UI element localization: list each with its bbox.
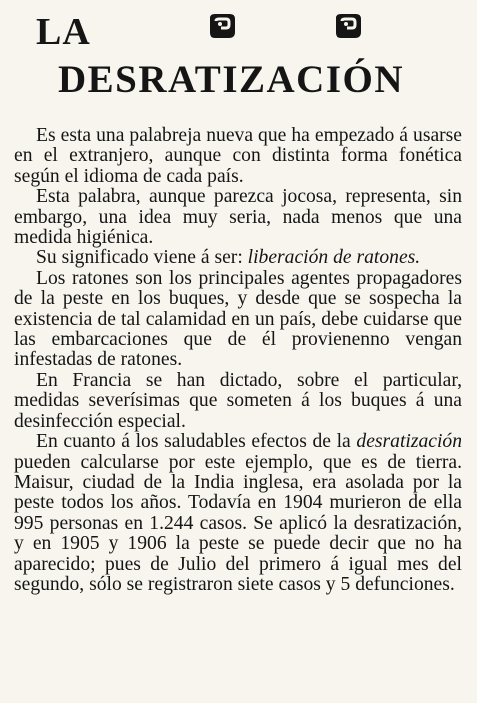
title-la: LA [36, 11, 91, 53]
paragraph: En Francia se han dictado, sobre el particular, medidas severísimas que someten á los buques á una desinfección especial. [14, 369, 462, 432]
article-body [14, 126, 462, 595]
italic-phrase: liberación de ratones. [247, 247, 421, 269]
scroll-ornament-icon [332, 12, 364, 40]
paragraph-text: pueden calcularse por este ejemplo, que es de tierra. Maisur, ciudad de la India inglesa, era asolada por la peste todos los años. Todavía en 1904 murieron de ella 995 personas en 1.244 casos. Se aplicó la desratización, y en 1905 y 1906 la peste se puede decir que no ha aparecido; pues de Julio del primero á igual mes del segundo, sólo se registraron siete casos y 5 defunciones. [14, 451, 462, 595]
scroll-ornament-icon [206, 12, 238, 40]
paragraph-text: En cuanto á los saludables efectos de la [36, 431, 357, 453]
paragraph [14, 248, 462, 268]
paragraph: Esta palabra, aunque parezca jocosa, representa, sin embargo, una idea muy seria, nada menos que una medida higiénica. [14, 186, 462, 249]
paragraph [14, 432, 462, 595]
paragraph-text: Su significado viene á ser: [36, 247, 248, 269]
headline: DESRATIZACIÓN [58, 58, 405, 101]
paragraph: Los ratones son los principales agentes propagadores de la peste en los buques, y desde que se sospecha la existencia de tal calamidad en un país, debe cuidarse que las embarcaciones que de él provienenno vengan infestadas de ratones. [14, 267, 462, 371]
italic-term: desratización [356, 431, 462, 453]
paragraph: Es esta una palabreja nueva que ha empezado á usarse en el extranjero, aunque con distinta forma fonética según el idioma de cada país. [14, 125, 462, 187]
